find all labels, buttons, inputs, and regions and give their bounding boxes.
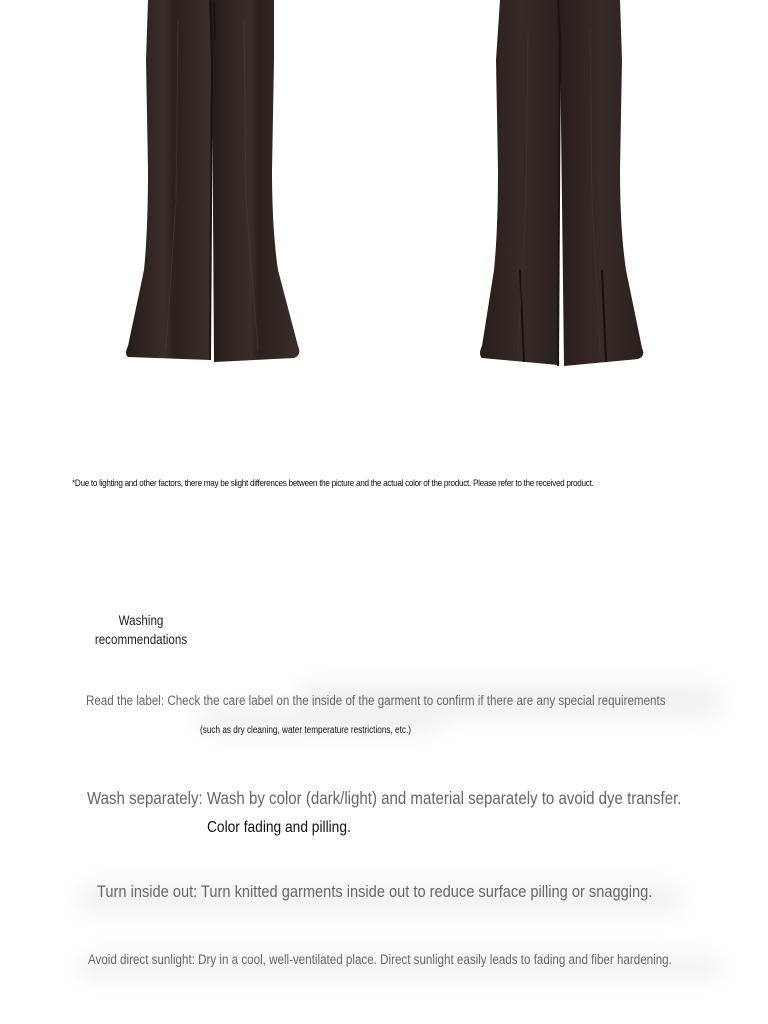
flared-trousers-back-icon (474, 0, 652, 372)
care-tip-wash-separately-note: Color fading and pilling. (207, 819, 351, 836)
care-tip-read-label-note: (such as dry cleaning, water temperature restrictions, etc.) (200, 725, 412, 736)
trousers-front-image (118, 0, 304, 370)
washing-heading: Washing recommendations (94, 613, 188, 647)
care-tip-wash-separately: Wash separately: Wash by color (dark/light) and material separately to avoid dye transfer. (87, 788, 682, 808)
care-tip-turn-inside-out: Turn inside out: Turn knitted garments inside out to reduce surface pilling or snagging. (97, 882, 653, 901)
care-tip-read-label: Read the label: Check the care label on the inside of the garment to confirm if there are any special requirements (86, 693, 666, 708)
care-tip-avoid-sunlight: Avoid direct sunlight: Dry in a cool, well-ventilated place. Direct sunlight easily leads to fading and fiber hardening. (88, 952, 672, 967)
flared-trousers-front-icon (118, 0, 304, 370)
color-disclaimer: *Due to lighting and other factors, there may be slight differences between the picture and the actual color of the product. Please refer to the received product. (72, 478, 594, 489)
trousers-back-image (474, 0, 652, 372)
